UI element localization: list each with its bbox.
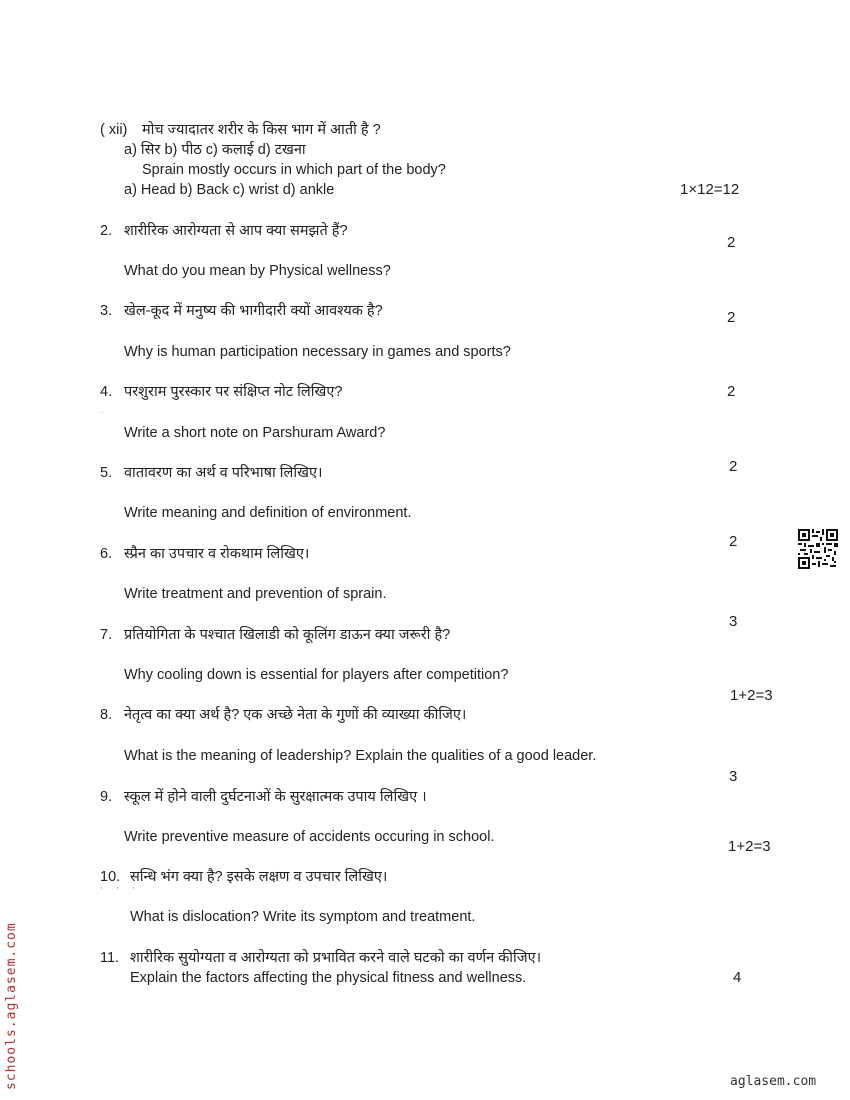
question-hindi: सन्धि भंग क्या है? इसके लक्षण व उपचार लिखिए। <box>130 869 388 885</box>
question-xii-hindi: मोच ज्यादातर शरीर के किस भाग में आती है ? <box>142 122 381 138</box>
question-marks: 2 <box>727 383 736 400</box>
stray-marks: ' ' ' <box>101 886 141 895</box>
question-marks: 1+2=3 <box>728 838 771 855</box>
question-hindi: वातावरण का अर्थ व परिभाषा लिखिए। <box>124 465 323 481</box>
question-hindi: शारीरिक सुयोग्यता व आरोग्यता को प्रभावित करने वाले घटको का वर्णन कीजिए। <box>130 950 542 966</box>
question-number: 10. <box>100 869 121 885</box>
question-number: 8. <box>100 707 113 723</box>
question-english: Write treatment and prevention of sprain. <box>124 586 387 602</box>
question-marks: 1+2=3 <box>730 687 773 704</box>
question-xii-marks: 1×12=12 <box>680 181 740 198</box>
question-number: 6. <box>100 546 113 562</box>
question-hindi: स्प्रैन का उपचार व रोकथाम लिखिए। <box>124 546 310 562</box>
question-xii-label: ( xii) <box>100 122 128 138</box>
question-hindi: नेतृत्व का क्या अर्थ है? एक अच्छे नेता के गुणों की व्याख्या कीजिए। <box>124 707 467 723</box>
question-marks: 2 <box>727 309 736 326</box>
question-number: 5. <box>100 465 113 481</box>
question-number: 7. <box>100 627 113 643</box>
question-english: Explain the factors affecting the physical fitness and wellness. <box>130 970 527 986</box>
question-number: 3. <box>100 303 113 319</box>
question-english: Why is human participation necessary in games and sports? <box>124 344 511 360</box>
qr-code-icon <box>798 529 838 569</box>
question-xii-hindi-options: a) सिर b) पीठ c) कलाई d) टखना <box>124 142 306 158</box>
question-hindi: शारीरिक आरोग्यता से आप क्या समझते हैं? <box>124 223 348 239</box>
question-hindi: परशुराम पुरस्कार पर संक्षिप्त नोट लिखिए? <box>124 384 343 400</box>
question-english: Write meaning and definition of environment. <box>124 505 412 521</box>
question-number: 9. <box>100 789 113 805</box>
question-hindi: स्कूल में होने वाली दुर्घटनाओं के सुरक्षात्मक उपाय लिखिए । <box>124 789 427 805</box>
stray-dot: . <box>101 406 104 415</box>
question-english: What do you mean by Physical wellness? <box>124 263 391 279</box>
question-number: 4. <box>100 384 113 400</box>
question-english: Write preventive measure of accidents occuring in school. <box>124 829 495 845</box>
question-marks: 2 <box>729 533 738 550</box>
question-english: Why cooling down is essential for players after competition? <box>124 667 509 683</box>
question-number: 11. <box>100 950 120 966</box>
question-xii-english: Sprain mostly occurs in which part of the body? <box>142 162 446 178</box>
question-hindi: प्रतियोगिता के पश्चात खिलाडी को कूलिंग डाऊन क्या जरूरी है? <box>124 627 451 643</box>
question-english: What is dislocation? Write its symptom and treatment. <box>130 909 476 925</box>
bottom-watermark: aglasem.com <box>730 1074 817 1089</box>
question-english: What is the meaning of leadership? Explain the qualities of a good leader. <box>124 748 597 764</box>
question-marks: 3 <box>729 768 738 785</box>
side-watermark: schools.aglasem.com <box>4 922 19 1090</box>
question-marks: 2 <box>727 234 736 251</box>
question-number: 2. <box>100 223 113 239</box>
question-marks: 3 <box>729 613 738 630</box>
question-xii-english-options: a) Head b) Back c) wrist d) ankle <box>124 182 335 198</box>
question-english: Write a short note on Parshuram Award? <box>124 425 386 441</box>
question-hindi: खेल-कूद में मनुष्य की भागीदारी क्यों आवश्यक है? <box>124 303 383 319</box>
question-marks: 4 <box>733 969 742 986</box>
question-marks: 2 <box>729 458 738 475</box>
